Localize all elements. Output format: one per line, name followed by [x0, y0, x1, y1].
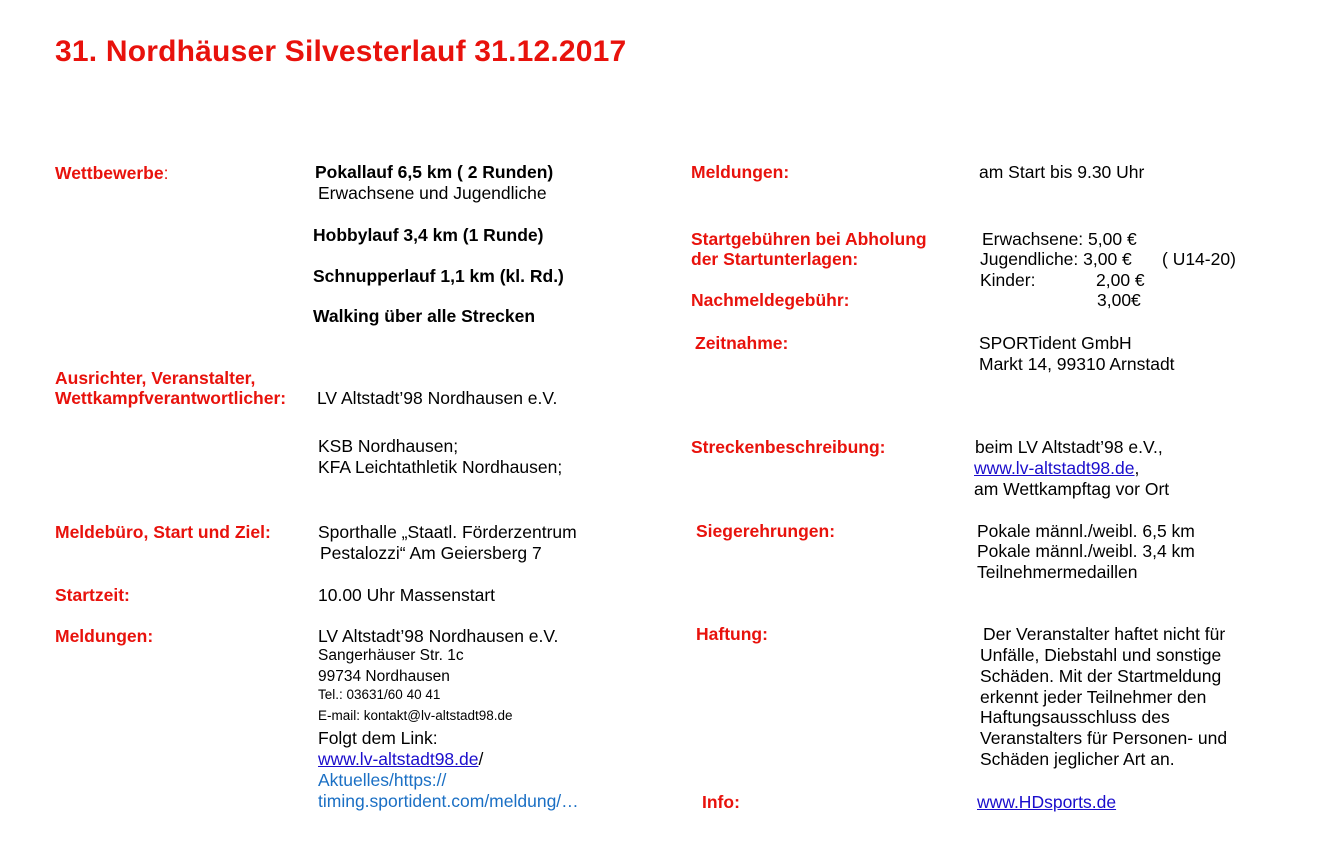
lv-website-link[interactable]: www.lv-altstadt98.de — [318, 749, 479, 769]
sieger-line3: Teilnehmermedaillen — [977, 562, 1138, 582]
meldebuero-line1: Sporthalle „Staatl. Förderzentrum — [318, 522, 577, 542]
meldungen-left-label: Meldungen: — [55, 626, 154, 646]
meldungen-email: E-mail: kontakt@lv-altstadt98.de — [318, 708, 513, 723]
strecke-line3: am Wettkampftag vor Ort — [974, 479, 1170, 499]
meldungen-city: 99734 Nordhausen — [318, 668, 450, 685]
info-label: Info: — [702, 792, 740, 812]
schnupperlauf-text: Schnupperlauf 1,1 km (kl. Rd.) — [313, 266, 564, 286]
haftung-line: Schäden. Mit der Startmeldung — [980, 666, 1222, 686]
kfa-text: KFA Leichtathletik Nordhausen; — [318, 457, 563, 477]
ausrichter-label-line2: Wettkampfverantwortlicher: — [55, 388, 287, 408]
meldungen-right-value: am Start bis 9.30 Uhr — [979, 162, 1145, 182]
strecke-website-link[interactable]: www.lv-altstadt98.de — [974, 458, 1135, 478]
startzeit-label: Startzeit: — [55, 585, 130, 605]
nachmelde-value: 3,00€ — [1097, 290, 1141, 310]
link-intro: Folgt dem Link: — [318, 728, 438, 748]
haftung-line: Unfälle, Diebstahl und sonstige — [980, 645, 1222, 665]
wettbewerbe-label: Wettbewerbe: — [55, 163, 169, 183]
zeitnahme-line2: Markt 14, 99310 Arnstadt — [979, 354, 1175, 374]
meldebuero-label: Meldebüro, Start und Ziel: — [55, 522, 271, 542]
sieger-line1: Pokale männl./weibl. 6,5 km — [977, 521, 1195, 541]
fee-jugendliche: Jugendliche: 3,00 € — [980, 249, 1132, 269]
meldungen-right-label: Meldungen: — [691, 162, 790, 182]
pokallauf-subtext: Erwachsene und Jugendliche — [318, 183, 547, 203]
fee-erwachsene: Erwachsene: 5,00 € — [982, 229, 1137, 249]
strecke-label: Streckenbeschreibung: — [691, 437, 886, 457]
hdsports-link[interactable]: www.HDsports.de — [977, 792, 1117, 812]
pokallauf-text: Pokallauf 6,5 km ( 2 Runden) — [315, 162, 554, 182]
strecke-line1: beim LV Altstadt’98 e.V., — [975, 437, 1163, 457]
fee-jugend-note: ( U14-20) — [1162, 249, 1236, 269]
haftung-line: Veranstalters für Personen- und — [980, 728, 1228, 748]
sportident-link-line2[interactable]: timing.sportident.com/meldung/… — [318, 791, 579, 811]
meldungen-street: Sangerhäuser Str. 1c — [318, 647, 464, 664]
meldungen-org: LV Altstadt’98 Nordhausen e.V. — [318, 626, 559, 646]
sieger-label: Siegerehrungen: — [696, 521, 836, 541]
meldungen-link-row: www.lv-altstadt98.de/ — [318, 749, 484, 769]
haftung-line: erkennt jeder Teilnehmer den — [980, 687, 1207, 707]
sieger-line2: Pokale männl./weibl. 3,4 km — [977, 541, 1195, 561]
page-title: 31. Nordhäuser Silvesterlauf 31.12.2017 — [55, 35, 627, 68]
hobbylauf-text: Hobbylauf 3,4 km (1 Runde) — [313, 225, 544, 245]
meldebuero-line2: Pestalozzi“ Am Geiersberg 7 — [320, 543, 542, 563]
fee-kinder-label: Kinder: — [980, 270, 1036, 290]
startgebuehren-label-line1: Startgebühren bei Abholung — [691, 229, 927, 249]
walking-text: Walking über alle Strecken — [313, 306, 536, 326]
ausrichter-value: LV Altstadt’98 Nordhausen e.V. — [317, 388, 558, 408]
startgebuehren-label-line2: der Startunterlagen: — [691, 249, 859, 269]
ksb-text: KSB Nordhausen; — [318, 436, 459, 456]
nachmelde-label: Nachmeldegebühr: — [691, 290, 850, 310]
fee-kinder-value: 2,00 € — [1096, 270, 1145, 290]
zeitnahme-line1: SPORTident GmbH — [979, 333, 1132, 353]
haftung-line: Der Veranstalter haftet nicht für — [983, 624, 1226, 644]
meldungen-tel: Tel.: 03631/60 40 41 — [318, 687, 441, 702]
ausrichter-label-line1: Ausrichter, Veranstalter, — [55, 368, 256, 388]
zeitnahme-label: Zeitnahme: — [695, 333, 789, 353]
strecke-link-row: www.lv-altstadt98.de, — [974, 458, 1140, 478]
sportident-link-line1[interactable]: Aktuelles/https:// — [318, 770, 447, 790]
startzeit-value: 10.00 Uhr Massenstart — [318, 585, 496, 605]
haftung-label: Haftung: — [696, 624, 768, 644]
haftung-line: Schäden jeglicher Art an. — [980, 749, 1175, 769]
haftung-line: Haftungsausschluss des — [980, 707, 1170, 727]
